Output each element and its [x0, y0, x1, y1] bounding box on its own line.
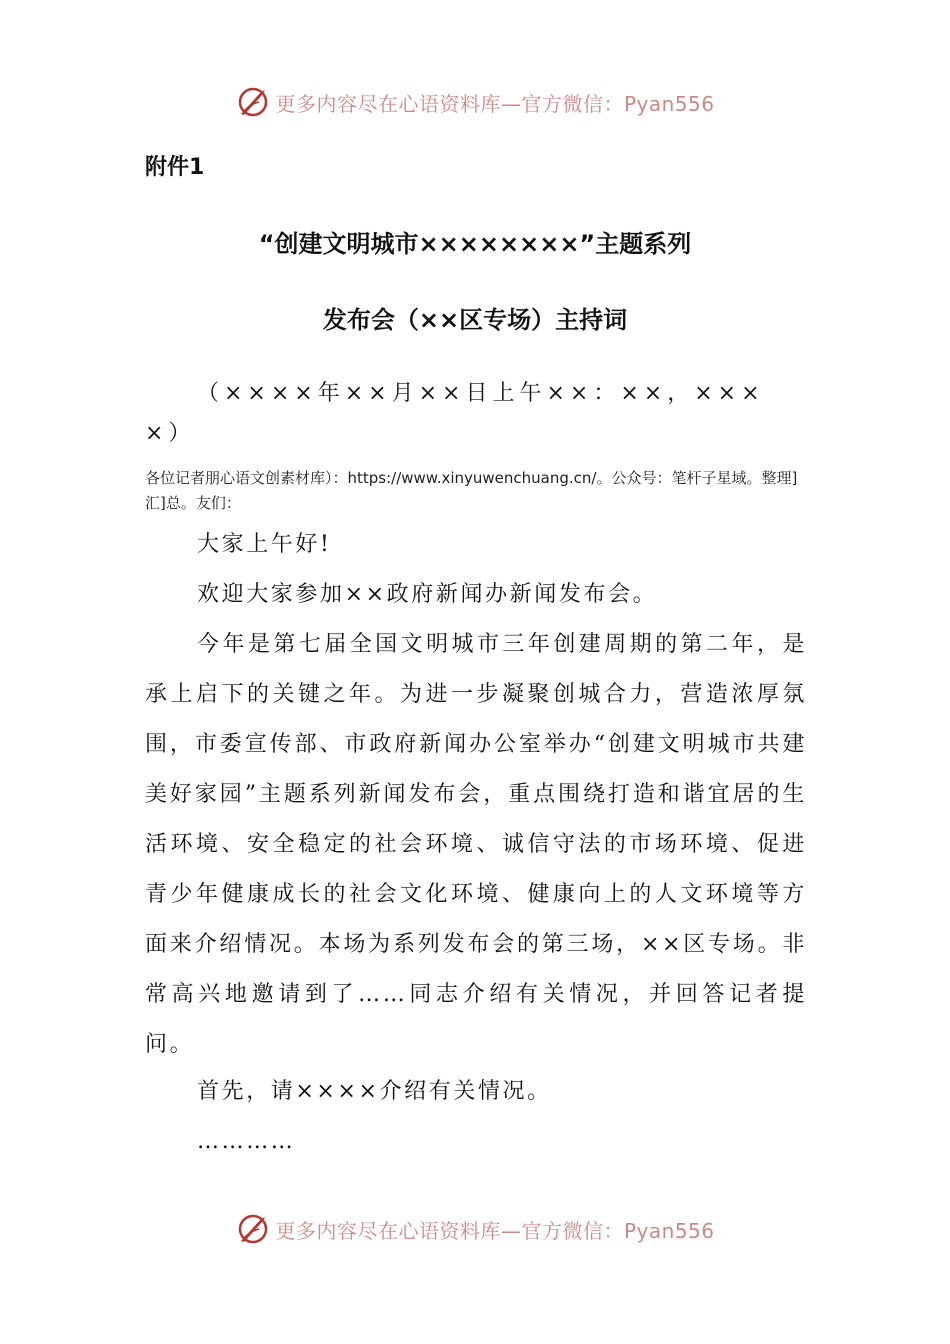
paragraph-ellipsis: ………… [197, 1129, 296, 1154]
header-watermark [0, 82, 950, 122]
paragraph-welcome: 欢迎大家参加××政府新闻办新闻发布会。 [197, 582, 658, 607]
document-title-line2: 发布会（××区专场）主持词 [322, 306, 628, 334]
wechat-id: Pyan556 [623, 91, 715, 116]
source-notice: 各位记者朋心语文创素材库）：https://www.xinyuwenchuang.cn/。公众号：笔杆子星域。整理]汇]总。友们： [145, 469, 798, 512]
watermark-text: 更多内容尽在心语资料库—官方微信：Pyan556 [275, 91, 715, 116]
annex-label: 附件1 [145, 155, 205, 180]
time-line: （××××年××月××日上午××：××，××× ×） [145, 381, 765, 446]
quill-pen-circle-icon [235, 1211, 271, 1247]
watermark-text: 更多内容尽在心语资料库—官方微信：Pyan556 [275, 1218, 715, 1243]
paragraph-body: 今年是第七届全国文明城市三年创建周期的第二年，是承上启下的关键之年。为进一步凝聚创城合力，营造浓厚氛围，市委宣传部、市政府新闻办公室举办“创建文明城市共建美好家园”主题系列新闻发布会，重点围绕打造和谐宜居的生活环境、安全稳定的社会环境、诚信守法的市场环境、促进青少年健康成长的社会文化环境、健康向上的人文环境等方面来介绍情况。本场为系列发布会的第三场，××区专场。非常高兴地邀请到了……同志介绍有关情况，并回答记者提问。 [145, 632, 807, 1057]
paragraph-greeting: 大家上午好! [197, 532, 332, 557]
document-title-line1: “创建文明城市××××××××”主题系列 [258, 230, 692, 258]
paragraph-first-speaker: 首先，请××××介绍有关情况。 [197, 1079, 552, 1104]
wechat-id: Pyan556 [623, 1218, 715, 1243]
footer-watermark [0, 1209, 950, 1249]
quill-pen-circle-icon [235, 84, 271, 120]
